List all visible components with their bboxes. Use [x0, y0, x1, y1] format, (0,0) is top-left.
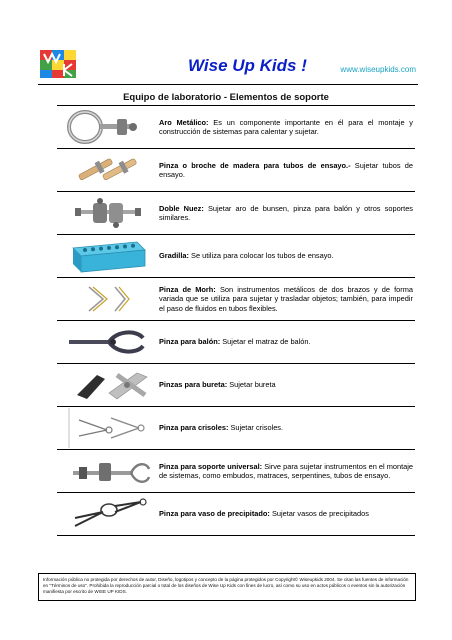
list-item: [57, 320, 415, 363]
item-term: Pinza para vaso de precipitado:: [159, 509, 270, 519]
list-item: [57, 406, 415, 449]
list-item: [57, 234, 415, 277]
item-description: Sujetar aro de bunsen, pinza para balón y otros soportes similares.: [159, 203, 414, 222]
brand-title: Wise Up Kids !: [188, 56, 307, 75]
item-description: Sujetar crisoles.: [228, 423, 284, 433]
item-description: Sujetar bureta: [227, 380, 276, 390]
crucible-tongs-icon: [59, 408, 155, 448]
test-tube-rack-icon: [59, 236, 155, 276]
item-description: Sujetar el matraz de balón.: [220, 337, 311, 347]
item-description: Sirve para sujetar instrumentos en el montaje de sistemas, como embudos, matraces, serpentines, tubos de ensayo.: [159, 461, 414, 480]
list-item: [57, 363, 415, 406]
copyright-footer: Información pública no protegida por derechos de autor, Diseño, logotipos y concepto de la página protegidos por Copyright© Wiseupkids 2004. Se citan las fuentes de información en "Términos de uso". Prohibida la reproducción parcial o total de los diseños de Wise Up Kids con fines de lucro, así como su uso en actos públicos o eventos sin la autorización manifiesta por escrito de WISE UP KIDS.: [38, 573, 416, 601]
equipment-list: [57, 105, 415, 536]
item-description: Se utiliza para colocar los tubos de ensayo.: [188, 251, 334, 261]
universal-clamp-icon: [59, 451, 155, 491]
list-item: [57, 148, 415, 191]
wise-up-kids-logo-icon[interactable]: [38, 48, 78, 80]
item-term: Doble Nuez:: [159, 203, 204, 213]
item-term: Pinza o broche de madera para tubos de ensayo.-: [159, 160, 351, 170]
item-description: Sujetar tubos de ensayo.: [159, 160, 413, 179]
list-item: [57, 449, 415, 492]
item-term: Gradilla:: [159, 251, 189, 261]
beaker-tongs-icon: [59, 494, 155, 534]
site-url-link[interactable]: www.wiseupkids.com: [340, 65, 416, 74]
item-term: Pinza para soporte universal:: [159, 461, 263, 471]
double-boss-icon: [59, 193, 155, 233]
page-header: [38, 48, 416, 84]
item-term: Pinza para crisoles:: [159, 423, 229, 433]
list-item: [57, 492, 415, 536]
list-item: [57, 277, 415, 320]
burette-clamp-icon: [59, 365, 155, 405]
item-description: Es un componente importante en él para el montaje y construcción de sistemas para calentar y sujetar.: [159, 117, 413, 136]
item-description: Sujetar vasos de precipitados: [269, 509, 369, 519]
list-item: [57, 105, 415, 148]
item-term: Aro Metálico:: [159, 117, 209, 127]
mohr-clamp-icon: [59, 279, 155, 319]
flask-clamp-icon: [59, 322, 155, 362]
list-item: [57, 191, 415, 234]
metal-ring-icon: [59, 107, 155, 147]
header-divider: [38, 84, 418, 85]
document-title: Equipo de laboratorio - Elementos de soporte: [123, 92, 329, 103]
item-description: Son instrumentos metálicos de dos brazos y de forma variada que se utiliza para sujetar y trasladar objetos; también, para impedir el paso de fluidos en tubos flexibles.: [159, 284, 414, 313]
item-term: Pinza de Morh:: [159, 284, 216, 294]
item-term: Pinzas para bureta:: [159, 380, 228, 390]
wooden-clamp-icon: [59, 150, 155, 190]
item-term: Pinza para balón:: [159, 337, 221, 347]
